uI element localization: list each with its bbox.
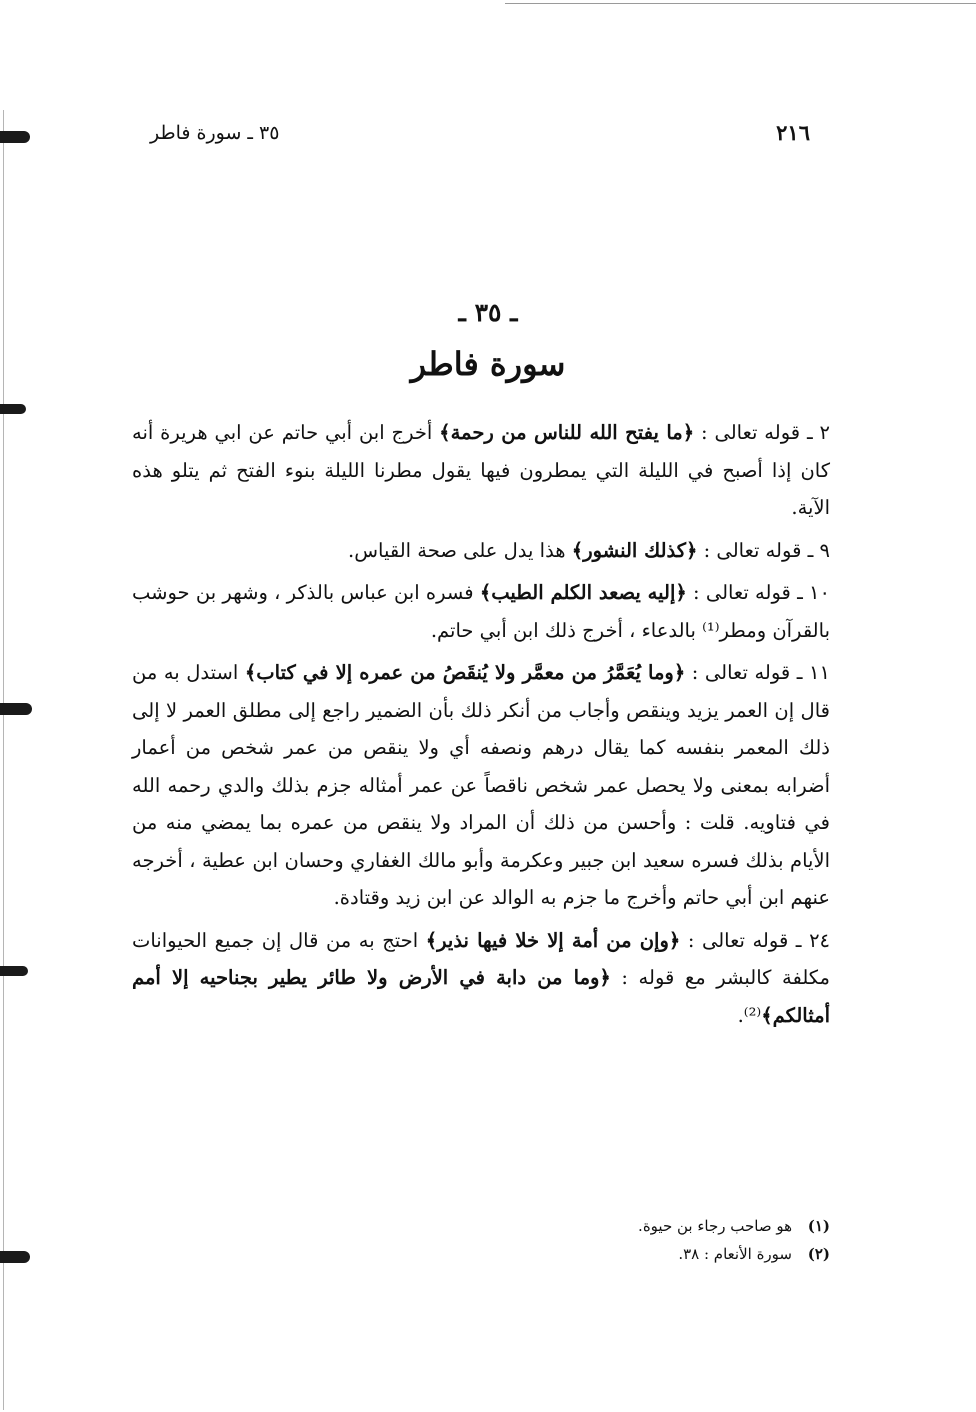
- footnote: [300, 1240, 830, 1268]
- footnote-text: سورة الأنعام : ٣٨.: [678, 1245, 792, 1263]
- quranic-quote: ﴿إليه يصعد الكلم الطيب﴾: [479, 581, 687, 604]
- quranic-quote: ﴿كذلك النشور﴾: [571, 538, 698, 562]
- binding-mark: [0, 966, 28, 976]
- paragraph-verse-11: [132, 654, 830, 917]
- body-text: [132, 414, 830, 1039]
- running-title: ٣٥ ـ سورة فاطر: [150, 122, 280, 144]
- quranic-quote: ﴿وما من دابة في الأرض ولا طائر يطير بجناحيه إلا أمم أمثالكم﴾: [132, 966, 830, 1027]
- quranic-quote: ﴿وإن من أمة إلا خلا فيها نذير﴾: [425, 928, 681, 952]
- paragraph-verse-24: [132, 922, 830, 1035]
- chapter-title: سورة فاطر: [410, 345, 566, 383]
- commentary-text: فسره ابن عباس بالذكر ، وشهر بن حوشب بالقرآن ومطر⁽¹⁾ بالدعاء ، أخرج ذلك ابن أبي حاتم.: [132, 581, 830, 642]
- verse-lead: ١١ ـ قوله تعالى :: [685, 661, 830, 684]
- page-number: ٢١٦: [776, 120, 810, 145]
- quranic-quote: ﴿وما يُعَمَّرُ من معمَّر ولا يُنقَصُ من عمره إلا في كتاب﴾: [244, 661, 686, 684]
- commentary-text: هذا يدل على صحة القياس.: [348, 538, 572, 562]
- footnote-marker: (٢): [807, 1245, 830, 1263]
- paragraph-verse-9: [132, 532, 830, 570]
- footnote-marker: (١): [807, 1217, 830, 1235]
- verse-lead: ٢ ـ قوله تعالى :: [694, 421, 830, 444]
- scan-edge-line: [505, 3, 976, 4]
- verse-lead: ١٠ ـ قوله تعالى :: [686, 581, 830, 604]
- footnote: [300, 1212, 830, 1240]
- commentary-text: أخرج ابن أبي حاتم عن ابي هريرة أنه كان إذا أصبح في الليلة التي يمطرون فيها يقول مطرنا الليلة بنوء الفتح ثم يتلو هذه الآية.: [132, 421, 830, 519]
- running-header: [150, 118, 810, 158]
- quranic-quote: ﴿ما يفتح الله للناس من رحمة﴾: [439, 421, 695, 444]
- verse-lead: ٩ ـ قوله تعالى :: [697, 538, 830, 562]
- chapter-number: ـ ٣٥ ـ: [458, 298, 518, 327]
- paragraph-verse-10: [132, 574, 830, 649]
- footnote-text: هو صاحب رجاء بن حيوة.: [638, 1217, 792, 1235]
- footnote-ref: ⁽²⁾.: [737, 1003, 762, 1027]
- paragraph-verse-2: [132, 414, 830, 527]
- verse-lead: ٢٤ ـ قوله تعالى :: [680, 928, 831, 952]
- binding-mark: [0, 131, 30, 143]
- footnotes: [300, 1212, 830, 1268]
- binding-mark: [0, 703, 32, 715]
- commentary-text: استدل به من قال إن العمر يزيد وينقص وأجاب من أنكر ذلك بأن الضمير راجع إلى مطلق العمر لا إلى ذلك المعمر بنفسه كما يقال درهم ونصفه أي ولا ينقص من عمر شخص من أعمار أضرابه بمعنى ولا يحصل عمر شخص ناقصاً عن عمر أمثاله جزم بذلك والدي رحمه الله في فتاويه. قلت : وأحسن من ذلك أن المراد ولا ينقص من عمره بما يمضي منه من الأيام بذلك فسره سعيد ابن جبير وعكرمة وأبو مالك الغفاري وحسان ابن عطية ، أخرجه عنهم ابن أبي حاتم وأخرج ما جزم به الوالد عن ابن زيد وقتادة.: [132, 661, 830, 909]
- binding-mark: [0, 1251, 30, 1263]
- commentary-text: احتج به من قال إن جميع الحيوانات مكلفة كالبشر مع قوله :: [132, 928, 830, 989]
- binding-mark: [0, 404, 26, 414]
